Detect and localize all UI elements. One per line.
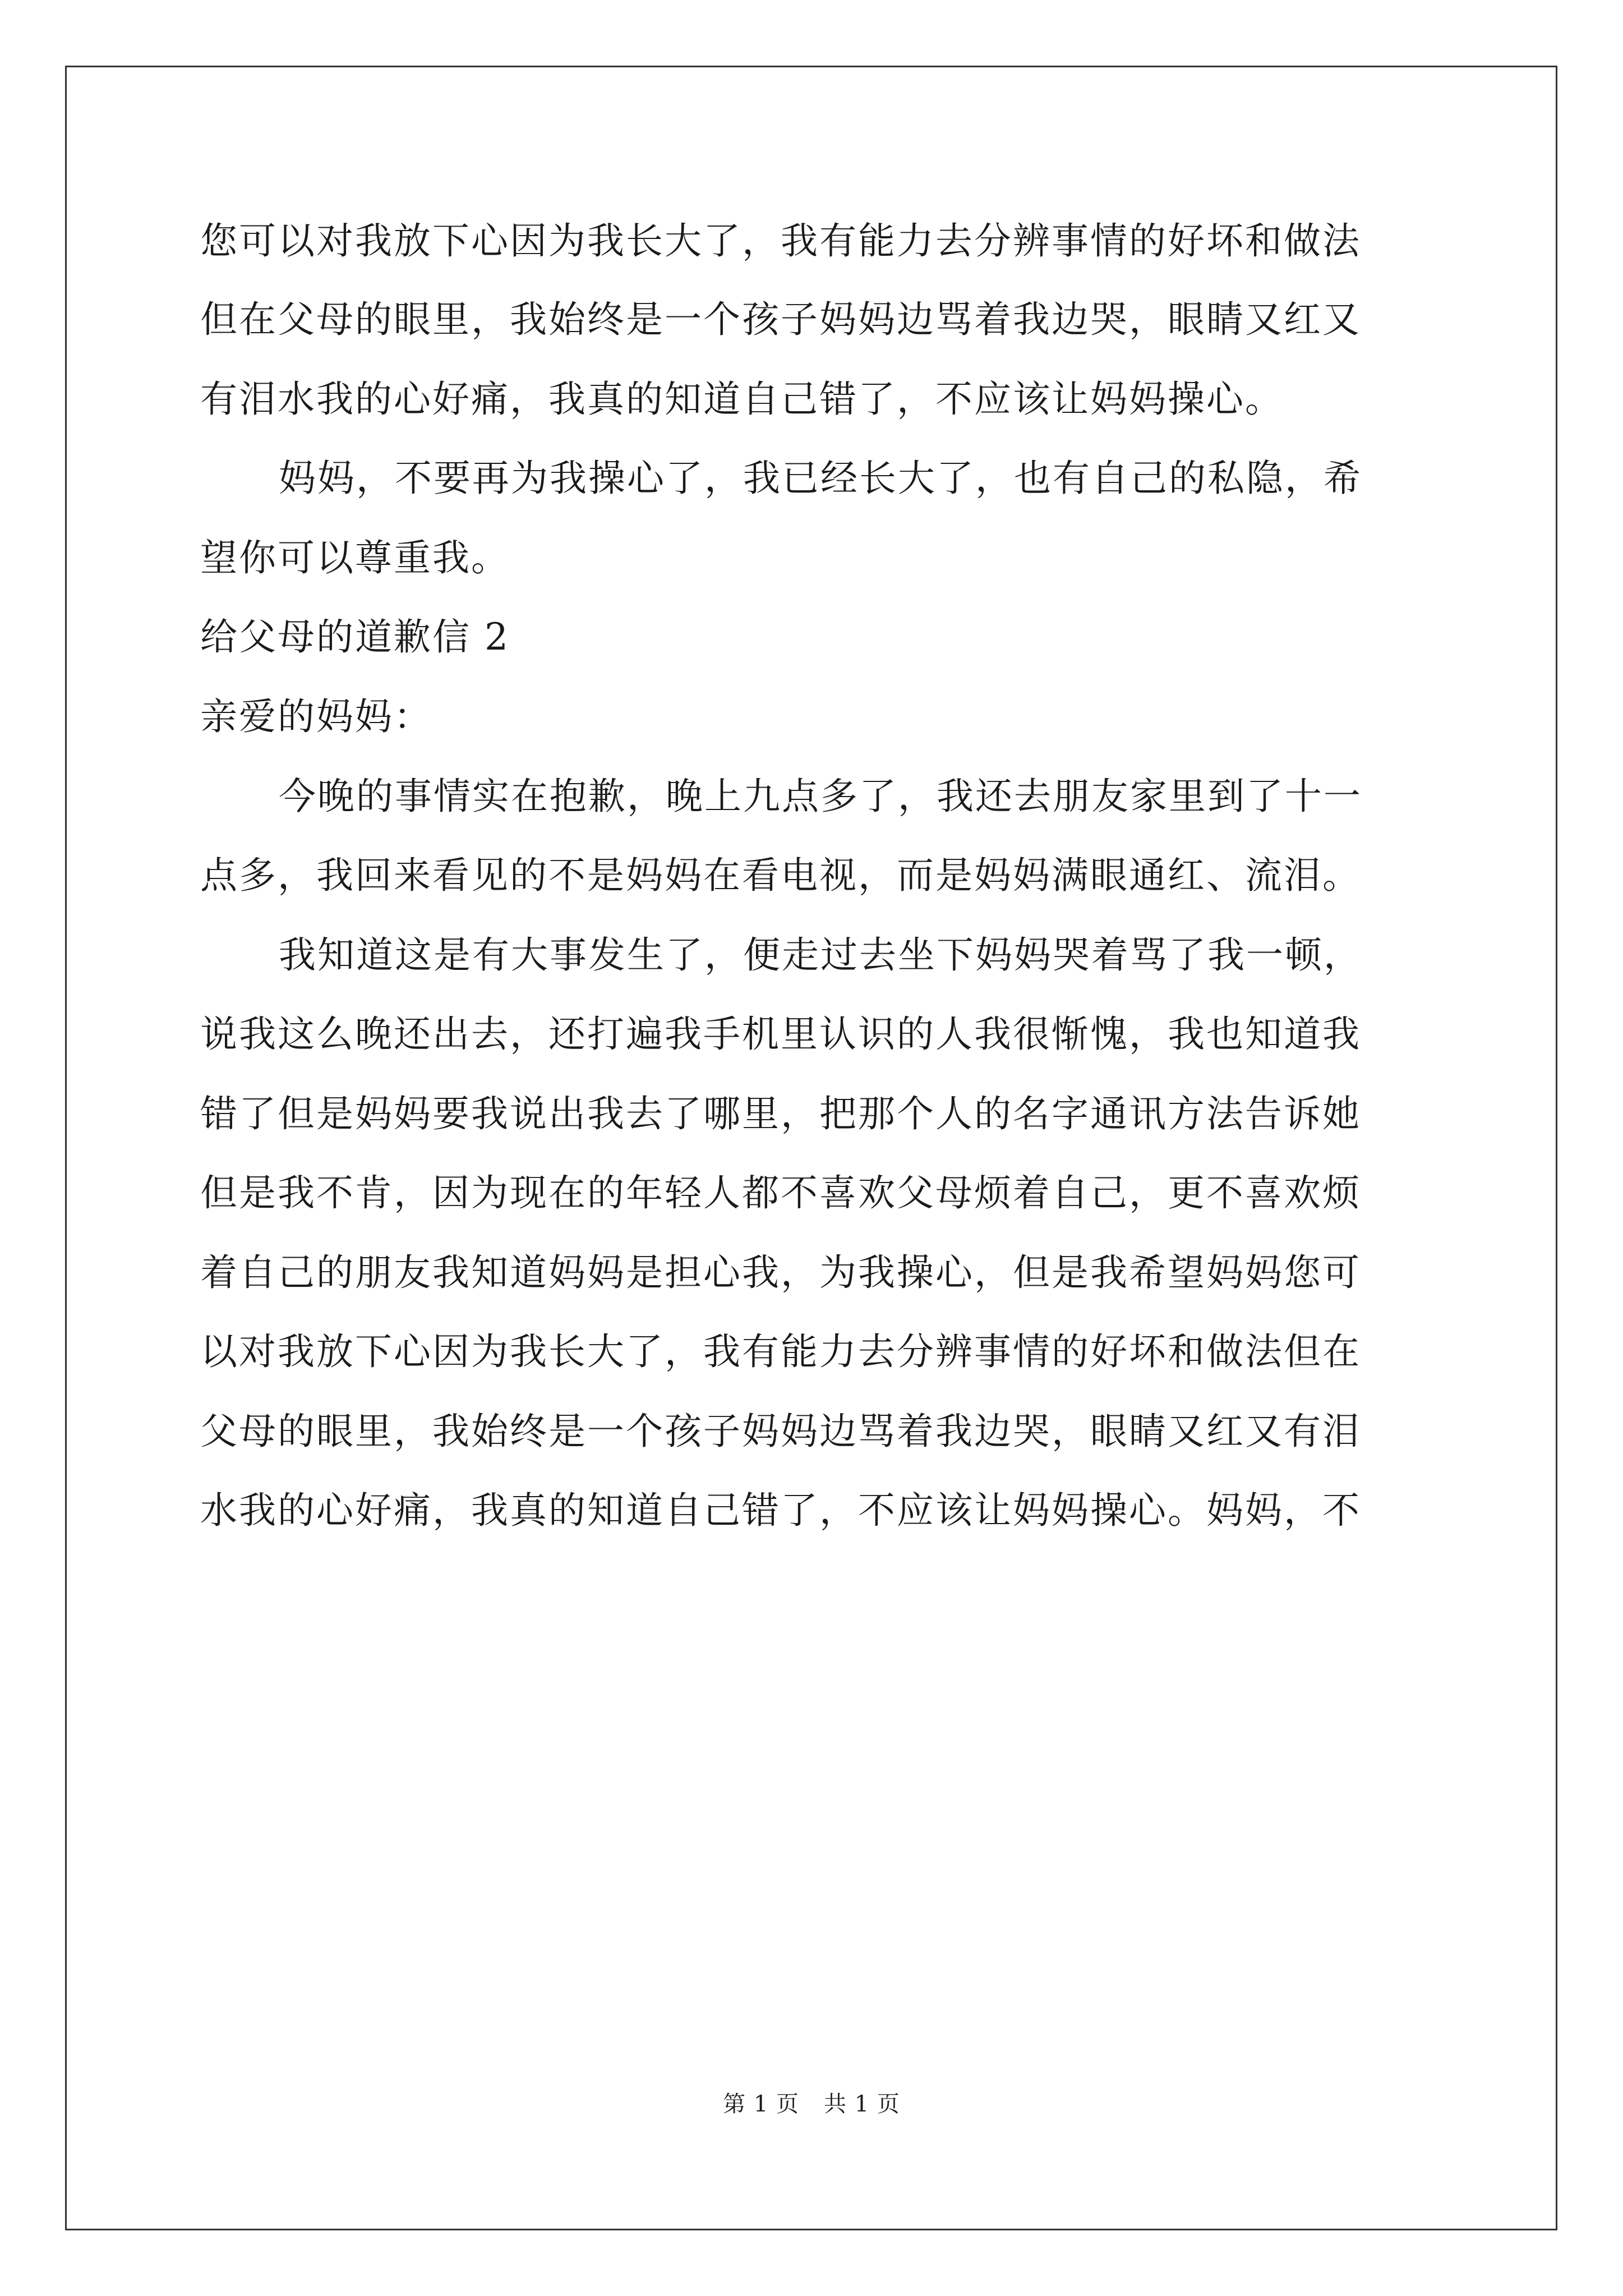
paragraph-start-line: 我知道这是有大事发生了，便走过去坐下妈妈哭着骂了我一顿，: [279, 933, 1362, 977]
page-footer: [0, 2088, 1623, 2120]
text-line: 有泪水我的心好痛，我真的知道自己错了，不应该让妈妈操心。: [200, 378, 1284, 421]
page-number: 第 1 页: [723, 2091, 799, 2117]
text-line: 但在父母的眼里，我始终是一个孩子妈妈边骂着我边哭，眼睛又红又: [200, 298, 1361, 341]
text-line: 错了但是妈妈要我说出我去了哪里，把那个人的名字通讯方法告诉她: [200, 1092, 1361, 1135]
paragraph-start-line: 今晚的事情实在抱歉，晚上九点多了，我还去朋友家里到了十一: [279, 775, 1362, 818]
text-line: 望你可以尊重我。: [200, 536, 510, 579]
text-line: 点多，我回来看见的不是妈妈在看电视，而是妈妈满眼通红、流泪。: [200, 854, 1361, 897]
page-count: 共 1 页: [824, 2091, 900, 2117]
text-line: 但是我不肯，因为现在的年轻人都不喜欢父母烦着自己，更不喜欢烦: [200, 1171, 1361, 1214]
text-line: 水我的心好痛，我真的知道自己错了，不应该让妈妈操心。妈妈，不: [200, 1489, 1361, 1532]
salutation: 亲爱的妈妈：: [200, 695, 432, 738]
paragraph-start-line: 妈妈，不要再为我操心了，我已经长大了，也有自己的私隐，希: [279, 457, 1362, 500]
text-line: 您可以对我放下心因为我长大了，我有能力去分辨事情的好坏和做法: [200, 219, 1361, 263]
section-title: 给父母的道歉信 2: [200, 615, 510, 659]
text-line: 着自己的朋友我知道妈妈是担心我，为我操心，但是我希望妈妈您可: [200, 1251, 1361, 1294]
text-line: 说我这么晚还出去，还打遍我手机里认识的人我很惭愧，我也知道我: [200, 1013, 1361, 1056]
text-line: 父母的眼里，我始终是一个孩子妈妈边骂着我边哭，眼睛又红又有泪: [200, 1410, 1361, 1453]
text-line: 以对我放下心因为我长大了，我有能力去分辨事情的好坏和做法但在: [200, 1330, 1361, 1373]
